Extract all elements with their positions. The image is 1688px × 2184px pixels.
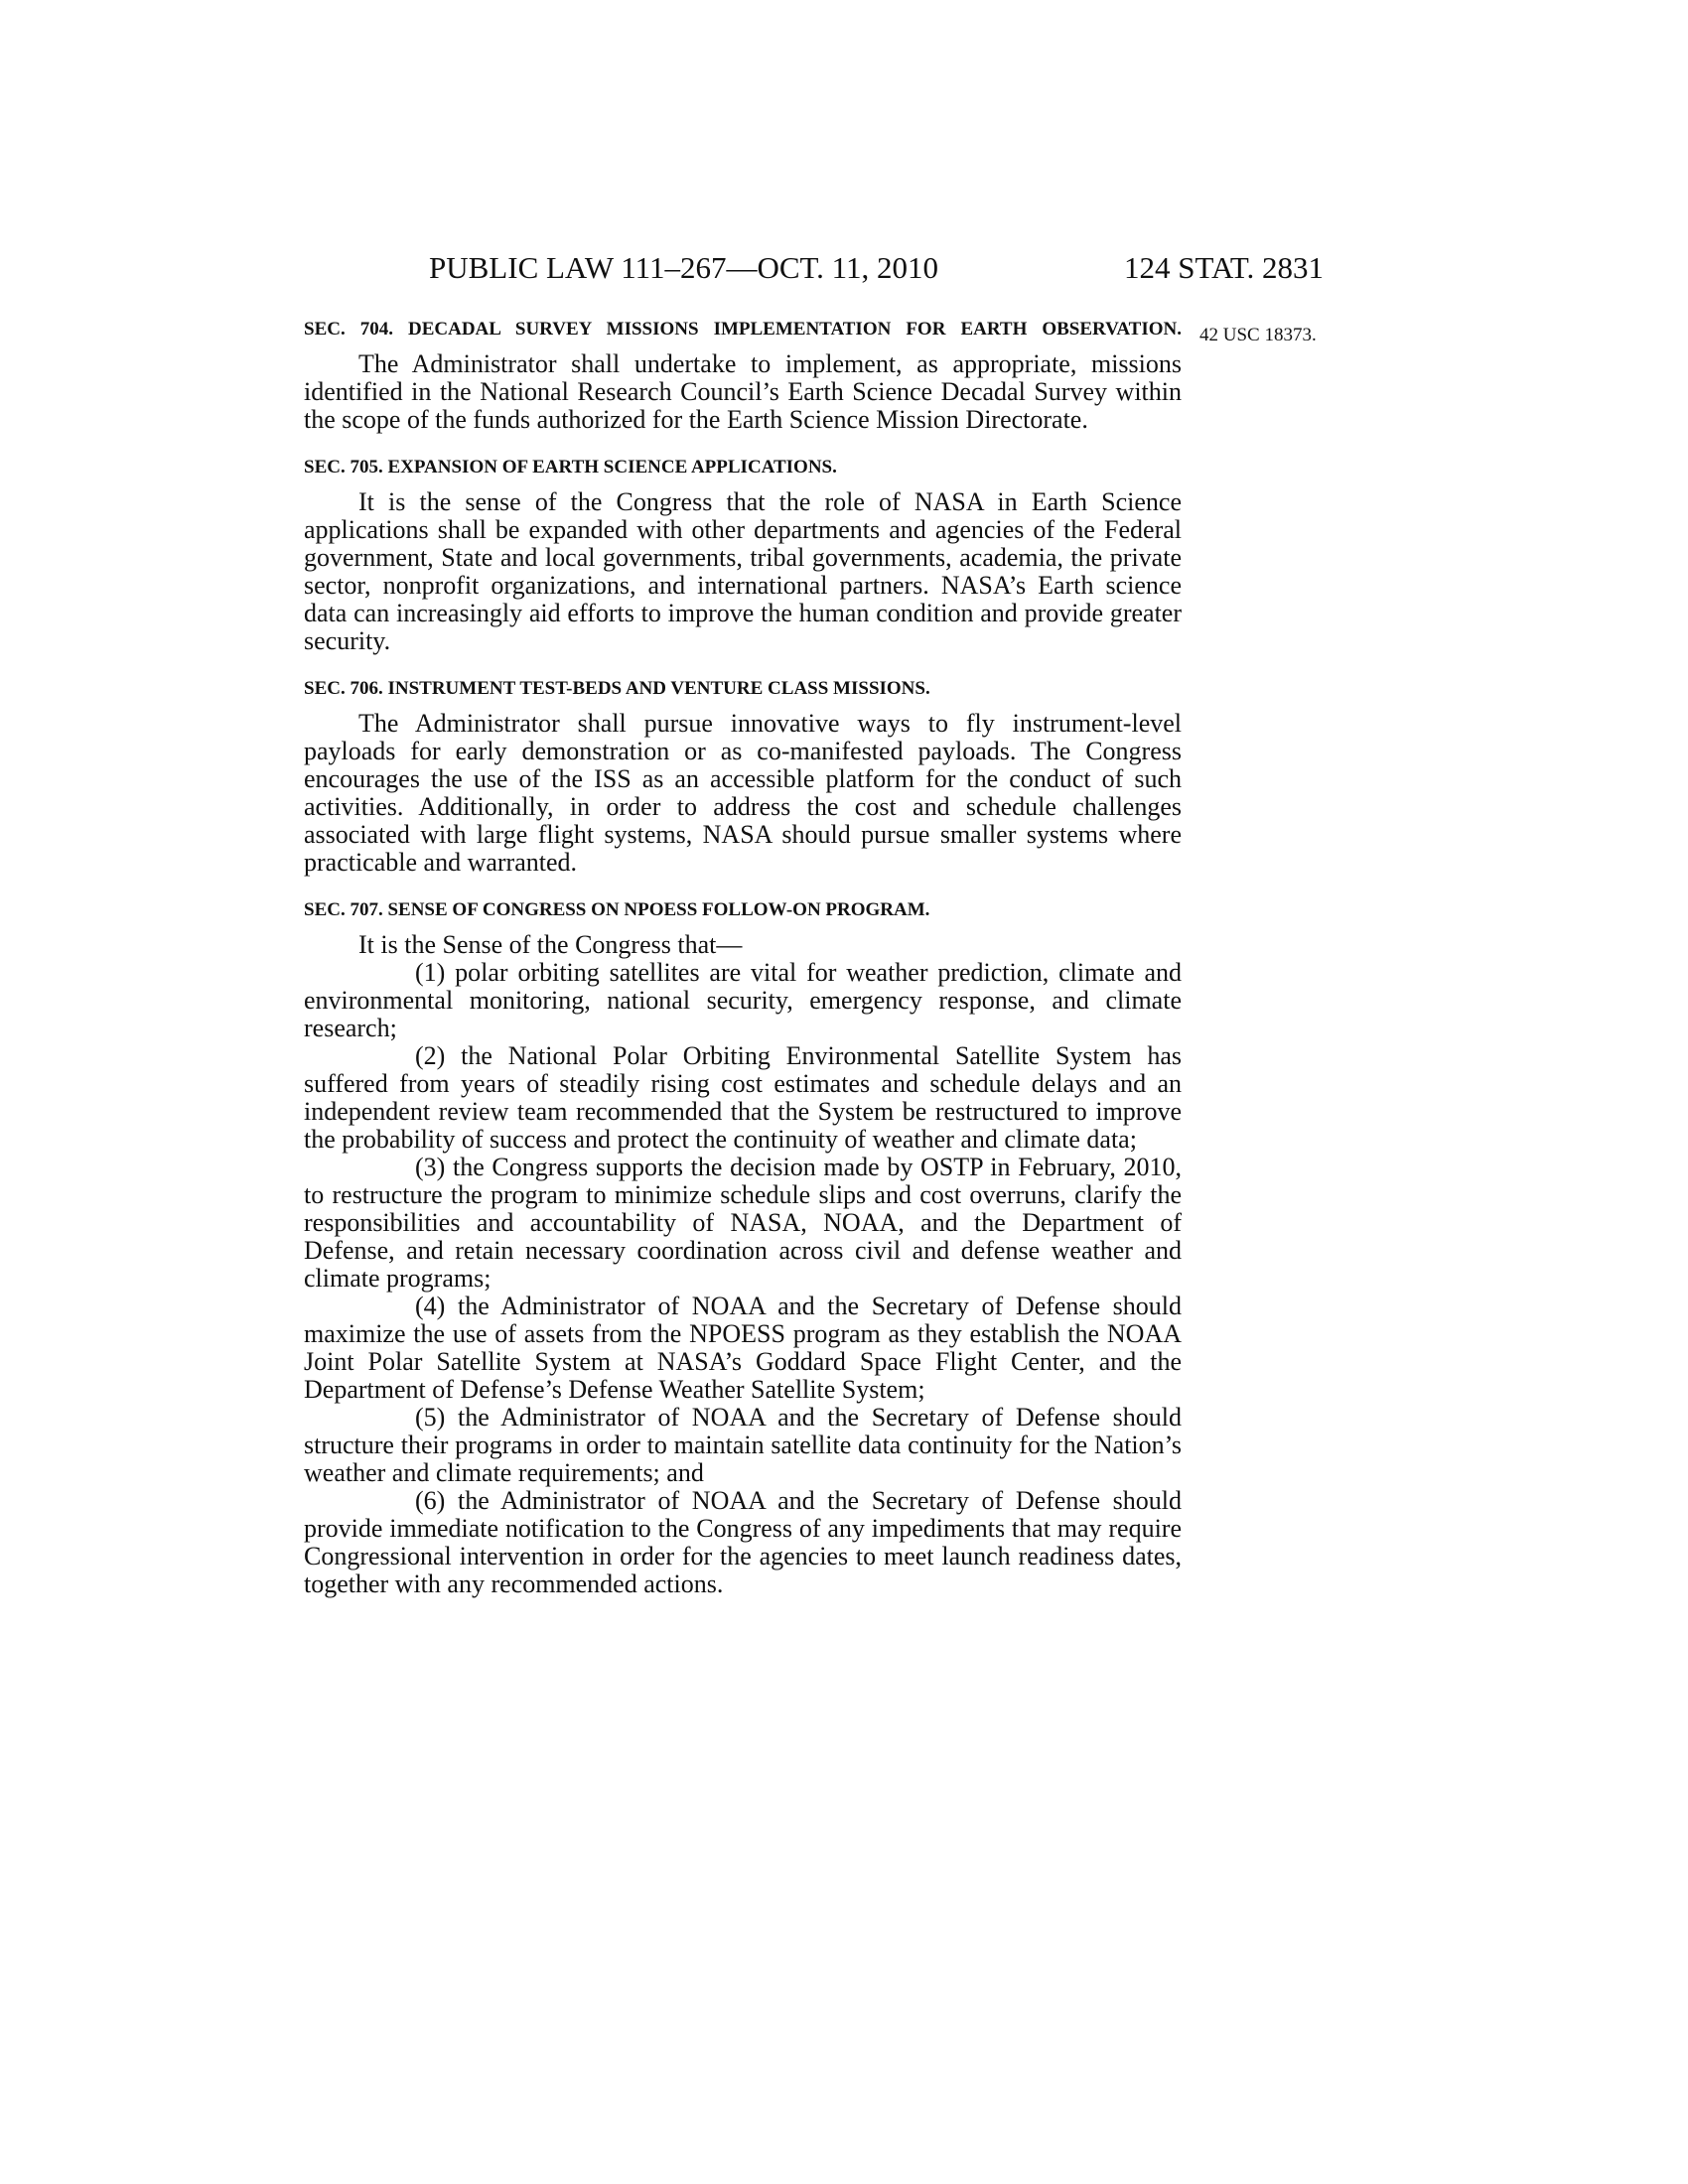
list-item (304, 1404, 1182, 1487)
item-text: the Administrator of NOAA and the Secretary of Defense should provide immediate notification to the Congress of any impediments that may require Congressional intervention in order for the agencies to meet launch readiness dates, together with any recommended actions. (304, 1486, 1182, 1598)
item-text: the Administrator of NOAA and the Secretary of Defense should maximize the use of assets from the NPOESS program as they establish the NOAA Joint Polar Satellite System at NASA’s Goddard Space Flight Center, and the Department of Defense’s Defense Weather Satellite System; (304, 1292, 1182, 1404)
item-text: polar orbiting satellites are vital for weather prediction, climate and environmental monitoring, national security, emergency response, and climate research; (304, 958, 1182, 1042)
section-707 (304, 896, 1182, 1598)
running-header-title: PUBLIC LAW 111–267—OCT. 11, 2010 (429, 250, 939, 285)
item-number: (1) (415, 958, 446, 987)
list-item (304, 1487, 1182, 1598)
list-item (304, 1154, 1182, 1293)
section-intro: It is the Sense of the Congress that— (358, 930, 743, 959)
item-number: (4) (415, 1292, 446, 1320)
item-number: (3) (415, 1153, 446, 1181)
item-number: (2) (415, 1041, 446, 1070)
section-text: The Administrator shall undertake to implement, as appropriate, missions identified in the National Research Council’s Earth Science Decadal Survey within the scope of the funds authorized for the Earth Science Mission Directorate. (304, 349, 1182, 434)
item-text: the National Polar Orbiting Environmental Satellite System has suffered from years of steadily rising cost estimates and schedule delays and an independent review team recommended that the System be restructured to improve the probability of success and protect the continuity of weather and climate data; (304, 1041, 1183, 1154)
section-text: The Administrator shall pursue innovative ways to fly instrument-level payloads for early demonstration or as co-manifested payloads. The Congress encourages the use of the ISS as an accessible platform for the conduct of such activities. Additionally, in order to address the cost and schedule challenges associated with large flight systems, NASA should pursue smaller systems where practicable and warranted. (304, 709, 1182, 877)
page-reference: 124 STAT. 2831 (1124, 250, 1325, 285)
document-body (304, 316, 1182, 1598)
usc-margin-note: 42 USC 18373. (1199, 325, 1317, 345)
section-text: It is the sense of the Congress that the role of NASA in Earth Science applications shall be expanded with other departments and agencies of the Federal government, State and local governments, tribal governments, academia, the private sector, nonprofit organizations, and international partners. NASA’s Earth science data can increasingly aid efforts to improve the human condition and provide greater security. (304, 487, 1182, 655)
item-text: the Congress supports the decision made by OSTP in February, 2010, to restructure the program to minimize schedule slips and cost overruns, clarify the responsibilities and accountability of NASA, NOAA, and the Department of Defense, and retain necessary coordination across civil and defense weather and climate programs; (304, 1153, 1182, 1293)
section-704 (304, 316, 1182, 434)
item-text: the Administrator of NOAA and the Secretary of Defense should structure their programs in order to maintain satellite data continuity for the Nation’s weather and climate requirements; and (304, 1403, 1182, 1487)
section-heading: SEC. 705. EXPANSION OF EARTH SCIENCE APPLICATIONS. (304, 457, 837, 478)
section-706 (304, 675, 1182, 877)
list-item (304, 1293, 1182, 1404)
item-number: (6) (415, 1486, 446, 1515)
section-705 (304, 454, 1182, 655)
list-item (304, 1042, 1182, 1154)
section-heading: SEC. 704. DECADAL SURVEY MISSIONS IMPLEMENTATION FOR EARTH OBSERVATION. (304, 319, 1182, 340)
item-number: (5) (415, 1403, 446, 1432)
list-item (304, 959, 1182, 1042)
section-heading: SEC. 706. INSTRUMENT TEST-BEDS AND VENTURE CLASS MISSIONS. (304, 678, 930, 699)
section-heading: SEC. 707. SENSE OF CONGRESS ON NPOESS FOLLOW-ON PROGRAM. (304, 899, 930, 920)
